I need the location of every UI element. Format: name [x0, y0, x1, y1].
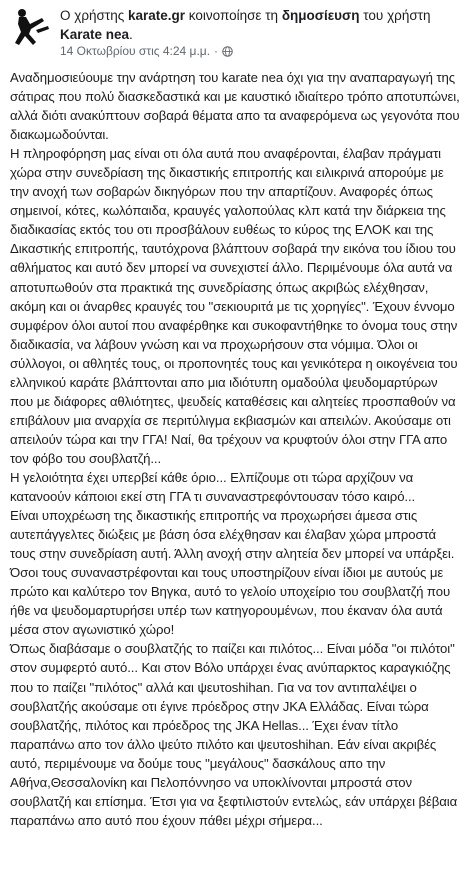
- post-timestamp[interactable]: 14 Οκτωβρίου στις 4:24 μ.μ.: [60, 44, 211, 58]
- post-paragraph: Αναδημοσιεύουμε την ανάρτηση του karate nea όχι για την αναπαραγωγή της σάτιρας που πολύ διασκεδαστικά και με καυστικό ιδιαίτερο τρόπο αποτυπώνει, αλλά διότι ανακύπτουν σοβαρά θέματα απο τα αναφερόμενα ως γεγονότα που διακωμωδούνται.: [10, 70, 460, 143]
- post-paragraph: Είναι υποχρέωση της δικαστικής επιτροπής να προχωρήσει άμεσα στις αυτεπάγγελτες διώξεις με βάση όσα ελέχθησαν και έλαβαν χώρα μπροστά τους στην συνεδρίαση αυτή. Άλλη ανοχή στην αλητεία δεν μπορεί να υπάρξει. Όσοι τους συναναστρέφονται και τους υποστηρίζουν είναι ίδιοι με αυτούς με πρώτο και καλύτερο τον Βηγκα, αυτό το γελοίο υποχείριο του σουβλατζή που ήθε να ψευδομαρτυρήσει υπέρ των κατηγορουμένων, που έκαναν όλα αυτά μέσα στον αγωνιστικό χώρο!: [10, 508, 455, 638]
- post-header: [0, 0, 468, 66]
- meta-separator: ·: [214, 44, 219, 58]
- header-user-word: χρήστη: [387, 8, 431, 23]
- share-header: [60, 6, 460, 44]
- header-shared-text: κοινοποίησε τη: [188, 8, 279, 23]
- header-of-text: του: [363, 8, 384, 23]
- post-paragraph: Η γελοιότητα έχει υπερβεί κάθε όριο... Ελπίζουμε οτι τώρα αρχίζουν να κατανοούν κάποιοι εκεί στη ΓΓΑ τι συναναστρεφόντουσαν τόσο καιρό...: [10, 469, 416, 505]
- post-paragraph: Όπως διαβάσαμε ο σουβλατζής το παίζει και πιλότος... Είναι μόδα "οι πιλότοι" στον συμφερτό αυτό... Και στον Βόλο υπάρχει ένας ανύπαρκτος καραγκιόζης που το παίζει "πιλότος" αλλά και ψευτοshihan. Για να τον αντιπαλέψει ο σουβλατζής ακούσαμε οτι έγινε πρόεδρος στην JKA Ελλάδας. Είναι τώρα σουβλατζής, πιλότος και πρόεδρος της JKA Hellas... Έχει έναν τίτλο παραπάνω απο τον άλλο ψεύτο πιλότο και ψευτοshihan. Εάν είναι ακριβές αυτό, περιμένουμε να δούμε τους "μεγάλους" δασκάλους απο την Αθήνα,Θεσσαλονίκη και Πελοπόννησο να υποκλίνονται μπροστά στον σουβλατζή και επίσημα. Έτσι για να ξεφτιλιστούν εντελώς, εάν υπάρχει βέβαια παραπάνω απο αυτό που έχουν πάθει μέχρι σήμερα...: [10, 641, 458, 828]
- header-end: .: [129, 27, 133, 42]
- post-meta: [60, 44, 233, 58]
- post-link[interactable]: δημοσίευση: [281, 8, 360, 23]
- avatar[interactable]: [8, 4, 52, 48]
- author-link[interactable]: karate.gr: [127, 8, 186, 23]
- post-body: [10, 68, 460, 830]
- globe-icon: [222, 46, 233, 57]
- original-author-link[interactable]: Karate nea: [60, 27, 130, 42]
- post-paragraph: Η πληροφόρηση μας είναι οτι όλα αυτά που αναφέρονται, έλαβαν πράγματι χώρα στην συνεδρίαση της δικαστικής επιτροπής και ειλικρινά απορούμε με την ανοχή των σοβαρών δικηγόρων που την απαρτίζουν. Αναφορές όπως σημεινοί, κότες, κωλόπαιδα, κραυγές γαλοπούλας κλπ κατά την διάρκεια της διαδικασίας εκτός του οτι προσβάλουν ευθέως το κύρος της ΕΛΟΚ και της Δικαστικής επιτροπής, ταυτόχρονα βλάπτουν σοβαρά την εικόνα του ίδιου του αθλήματος και αυτό δεν μπορεί να συνεχιστεί άλλο. Περιμένουμε όλα αυτά να αποτυπωθούν στα πρακτικά της συνεδρίασης όπως ακριβώς ελέχθησαν, ακόμη και οι άναρθες κραυγές του "σεκιουριτά με τις χορηγίες". Έχουν έννομο συμφέρον όλοι αυτοί που αναφέρθηκε και συκοφαντήθηκε το όνομα τους στην διαδικασία, να λάβουν γνώση και να προχωρήσουν στα νόμιμα. Όλοι οι σύλλογοι, οι αθλητές τους, οι προπονητές τους και γενικότερα η οικογένεια του ελληνικού καράτε βλάπτονται απο μια ιδιότυπη ομαδούλα ψευδομαρτύρων που με διάφορες αθλιότητες, ψευδείς καταθέσεις και αλητείες προσπαθούν να επιβάλουν μια αναρχία σε περιτύλιγμα εκβιασμών και απειλών. Ακούσαμε οτι απειλούν τώρα και την ΓΓΑ! Ναί, θα τρέχουν να κρυφτούν όλοι στην ΓΓΑ απο τον φόβο του σουβλατζή...: [10, 146, 458, 466]
- header-prefix: Ο χρήστης: [60, 8, 125, 23]
